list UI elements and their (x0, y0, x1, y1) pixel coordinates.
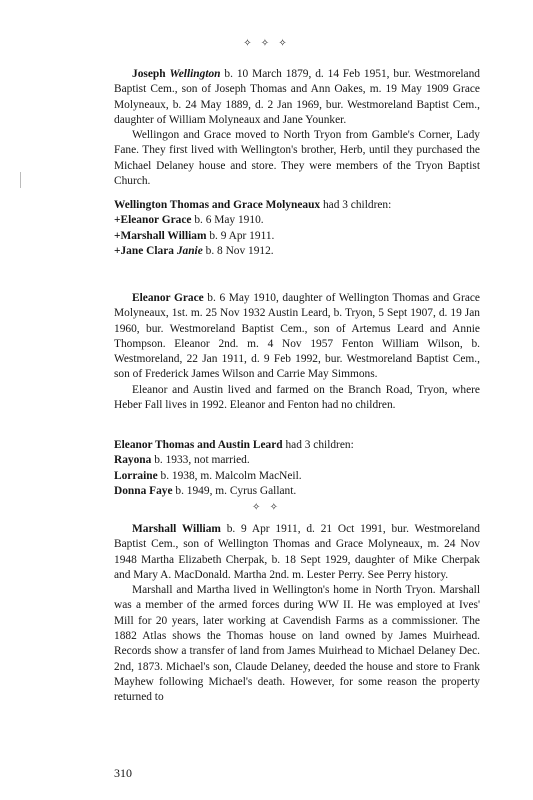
ornament-divider-mid: ✧ ✧ (252, 502, 281, 513)
person-name: Eleanor Grace (132, 292, 204, 304)
children-header (114, 438, 480, 453)
paragraph-marshall-william (114, 522, 480, 583)
paragraph-joseph-wellington (114, 67, 480, 128)
paragraph-wellington-grace-history: Wellingon and Grace moved to North Tryon from Gamble's Corner, Lady Fane. They first lived with Wellington's brother, Herb, until they purchased the Michael Delaney house and store. They were members of the Tryon Baptist Church. (114, 129, 480, 188)
child-line (114, 213, 480, 228)
child-details: b. 1933, not married. (151, 454, 250, 467)
entry-marshall-william (114, 522, 480, 706)
children-list-wellington-grace (114, 198, 480, 259)
entry-joseph-wellington (114, 67, 480, 189)
child-details: b. 1949, m. Cyrus Gallant. (172, 484, 297, 497)
parents-names: Wellington Thomas and Grace Molyneaux (114, 199, 321, 211)
children-list-eleanor-austin (114, 438, 480, 499)
child-details: b. 1938, m. Malcolm MacNeil. (157, 469, 302, 482)
page-number: 310 (114, 766, 132, 780)
child-line (114, 453, 480, 468)
paragraph-marshall-martha-history: Marshall and Martha lived in Wellington's home in North Tryon. Marshall was a member of the armed forces during WW II. He was employed at Ives' Mill for 20 years, later working at Cavendish Farms as a commissioner. The 1882 Atlas shows the Thomas house on land owned by James Muirhead. Records show a transfer of land from James Muirhead to Michael Delaney Dec. 2nd, 1873. Michael's son, Claude Delaney, deeded the house and store to Frank Mayhew following Michael's death. However, for some reason the property returned to (114, 584, 480, 704)
paragraph-text: b. 10 March 1879, d. 14 Feb 1951, bur. Westmoreland Baptist Cem., son of Joseph Thomas and Ann Oakes, m. 19 May 1909 Grace Molyneaux, b. 24 May 1889, d. 2 Jan 1969, bur. Westmoreland Baptist Cem., daughter of William Molyneaux and Jane Younker. (114, 68, 480, 126)
children-header (114, 198, 480, 213)
child-line (114, 229, 480, 244)
child-nickname: Janie (176, 244, 203, 257)
paragraph-eleanor-residence: Eleanor and Austin lived and farmed on the Branch Road, Tryon, where Heber Fall lives in 1992. Eleanor and Fenton had no children. (114, 383, 480, 412)
child-name: Lorraine (114, 469, 158, 482)
person-name: Marshall William (132, 523, 221, 535)
child-name: Donna Faye (114, 484, 173, 497)
children-count-text: had 3 children: (282, 439, 354, 451)
paragraph-text: b. 6 May 1910, daughter of Wellington Thomas and Grace Molyneaux, 1st. m. 25 Nov 1932 Austin Leard, b. Tryon, 5 Sept 1907, d. 19 Jan 1960, bur. Westmoreland Baptist Cem., son of Artemus Leard and Annie Thompson. Eleanor 2nd. m. 4 Nov 1957 Fenton William Wilson, b. Westmoreland, 22 Jan 1911, d. 9 Feb 1992, bur. Westmoreland Baptist Cem., son of Frederick James Wilson and Carrie May Simmons. (114, 292, 480, 381)
child-line (114, 469, 480, 484)
child-details: b. 9 Apr 1911. (206, 229, 275, 242)
paragraph-eleanor-grace (114, 291, 480, 383)
person-name: Joseph (132, 68, 166, 80)
parents-names: Eleanor Thomas and Austin Leard (114, 439, 283, 451)
paragraph-text: b. 9 Apr 1911, d. 21 Oct 1991, bur. Westmoreland Baptist Cem., son of Wellington Thomas and Grace Molyneaux, m. 24 Nov 1948 Martha Elizabeth Cherpak, b. 18 Sept 1929, daughter of Mike Cherpak and Mary A. MacDonald. Martha 2nd. m. Lester Perry. See Perry history. (114, 523, 480, 581)
margin-mark (20, 172, 21, 188)
child-name: +Eleanor Grace (114, 214, 192, 227)
child-line (114, 244, 480, 259)
child-name: +Jane Clara (114, 244, 174, 257)
child-line (114, 484, 480, 499)
child-name: +Marshall William (114, 229, 207, 242)
child-details: b. 6 May 1910. (191, 214, 264, 227)
child-name: Rayona (114, 454, 152, 467)
ornament-divider-top: ✧ ✧ ✧ (243, 38, 290, 49)
person-nickname: Wellington (169, 68, 221, 80)
entry-eleanor-grace (114, 291, 480, 413)
children-count-text: had 3 children: (320, 199, 392, 211)
child-details: b. 8 Nov 1912. (202, 244, 274, 257)
